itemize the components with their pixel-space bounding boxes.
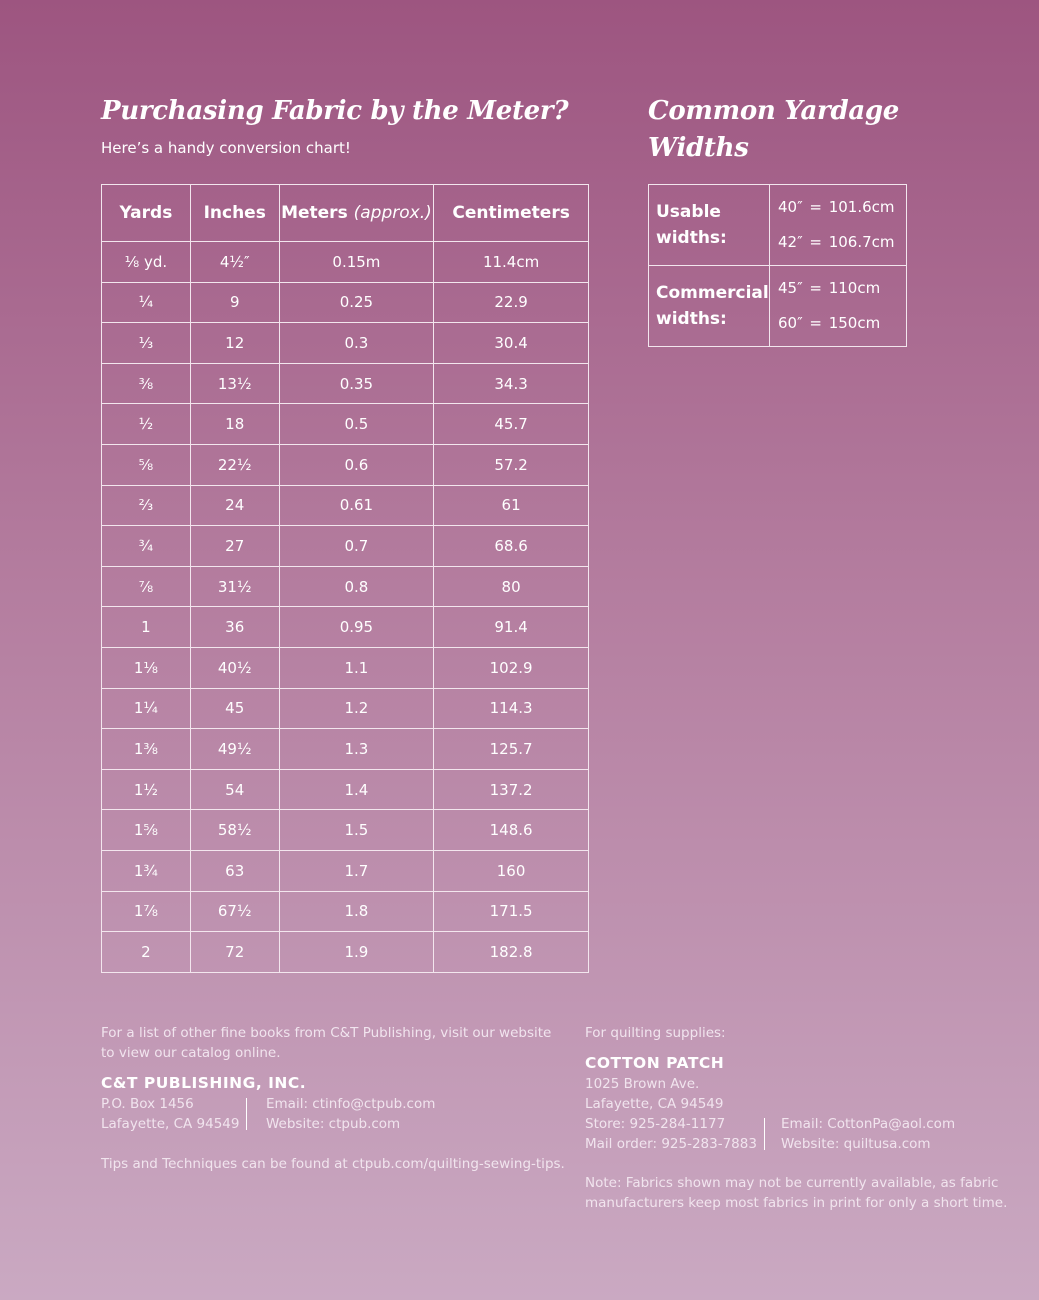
header-meters-note: (approx.) bbox=[353, 203, 432, 223]
meters-cell: 0.6 bbox=[279, 444, 434, 485]
yards-cell: 1¼ bbox=[102, 688, 191, 729]
cp-website-link[interactable]: Website: quiltusa.com bbox=[781, 1136, 931, 1152]
yards-cell: 1¾ bbox=[102, 850, 191, 891]
header-centimeters: Centimeters bbox=[434, 185, 589, 242]
cp-divider bbox=[764, 1118, 765, 1150]
yards-cell: ⅔ bbox=[102, 485, 191, 526]
centimeters-cell: 137.2 bbox=[434, 769, 589, 810]
yards-cell: 1½ bbox=[102, 769, 191, 810]
equals-sign: = bbox=[809, 198, 822, 216]
yards-cell: ⅞ bbox=[102, 566, 191, 607]
yardage-widths-title-line1: Common Yardage bbox=[648, 96, 899, 126]
width-cm: 110cm bbox=[828, 279, 881, 297]
ct-divider bbox=[246, 1098, 247, 1130]
usable-label-line1: Usable bbox=[656, 202, 721, 222]
cp-intro: For quilting supplies: bbox=[585, 1025, 726, 1041]
ct-po-box: P.O. Box 1456 bbox=[101, 1096, 194, 1112]
header-inches: Inches bbox=[190, 185, 279, 242]
width-inch: 45″ bbox=[778, 279, 803, 297]
meters-cell: 0.15m bbox=[279, 242, 434, 283]
table-row bbox=[102, 932, 589, 973]
yards-cell: 1 bbox=[102, 607, 191, 648]
ct-contact bbox=[266, 1094, 435, 1134]
header-meters-label: Meters bbox=[281, 203, 348, 223]
ct-intro-line2: to view our catalog online. bbox=[101, 1045, 281, 1061]
yardage-widths-table bbox=[648, 184, 907, 347]
commercial-label-line1: Commercial bbox=[656, 283, 769, 303]
ct-tips: Tips and Techniques can be found at ctpub.com/quilting-sewing-tips. bbox=[101, 1156, 565, 1172]
ct-email-link[interactable]: Email: ctinfo@ctpub.com bbox=[266, 1096, 436, 1112]
table-row bbox=[102, 323, 589, 364]
inches-cell: 72 bbox=[190, 932, 279, 973]
yards-cell: ½ bbox=[102, 404, 191, 445]
inches-cell: 27 bbox=[190, 526, 279, 567]
centimeters-cell: 91.4 bbox=[434, 607, 589, 648]
centimeters-cell: 68.6 bbox=[434, 526, 589, 567]
commercial-widths-values bbox=[770, 266, 907, 347]
centimeters-cell: 61 bbox=[434, 485, 589, 526]
table-row bbox=[102, 485, 589, 526]
width-cm: 106.7cm bbox=[828, 233, 895, 251]
inches-cell: 12 bbox=[190, 323, 279, 364]
meters-cell: 0.7 bbox=[279, 526, 434, 567]
cp-email-link[interactable]: Email: CottonPa@aol.com bbox=[781, 1116, 956, 1132]
inches-cell: 31½ bbox=[190, 566, 279, 607]
table-row bbox=[102, 850, 589, 891]
centimeters-cell: 160 bbox=[434, 850, 589, 891]
yardage-widths-title bbox=[648, 93, 948, 167]
meters-cell: 0.35 bbox=[279, 363, 434, 404]
fabric-note bbox=[585, 1173, 1007, 1213]
centimeters-cell: 102.9 bbox=[434, 647, 589, 688]
inches-cell: 22½ bbox=[190, 444, 279, 485]
yards-cell: 2 bbox=[102, 932, 191, 973]
table-row bbox=[102, 363, 589, 404]
meters-cell: 1.8 bbox=[279, 891, 434, 932]
yards-cell: ¾ bbox=[102, 526, 191, 567]
centimeters-cell: 125.7 bbox=[434, 729, 589, 770]
inches-cell: 13½ bbox=[190, 363, 279, 404]
yards-cell: 1⅝ bbox=[102, 810, 191, 851]
commercial-label-line2: widths: bbox=[656, 309, 727, 329]
inches-cell: 9 bbox=[190, 282, 279, 323]
centimeters-cell: 171.5 bbox=[434, 891, 589, 932]
equals-sign: = bbox=[809, 233, 822, 251]
table-row bbox=[102, 647, 589, 688]
fabric-note-line2: manufacturers keep most fabrics in print for only a short time. bbox=[585, 1195, 1008, 1211]
table-row bbox=[102, 526, 589, 567]
usable-width-2 bbox=[778, 225, 906, 260]
commercial-width-1 bbox=[778, 271, 906, 306]
table-row bbox=[102, 729, 589, 770]
meters-cell: 1.7 bbox=[279, 850, 434, 891]
table-row bbox=[102, 810, 589, 851]
table-row bbox=[102, 566, 589, 607]
table-header-row bbox=[102, 185, 589, 242]
ct-address bbox=[101, 1094, 240, 1134]
yards-cell: ⅝ bbox=[102, 444, 191, 485]
yards-cell: 1⅜ bbox=[102, 729, 191, 770]
conversion-chart-title: Purchasing Fabric by the Meter? bbox=[101, 96, 569, 126]
conversion-table-body bbox=[102, 242, 589, 973]
width-cm: 101.6cm bbox=[828, 198, 895, 216]
inches-cell: 49½ bbox=[190, 729, 279, 770]
cp-contact bbox=[781, 1114, 955, 1154]
meters-cell: 0.95 bbox=[279, 607, 434, 648]
table-row bbox=[102, 404, 589, 445]
yards-cell: ¼ bbox=[102, 282, 191, 323]
centimeters-cell: 11.4cm bbox=[434, 242, 589, 283]
centimeters-cell: 30.4 bbox=[434, 323, 589, 364]
cp-address bbox=[585, 1074, 757, 1154]
table-row bbox=[102, 282, 589, 323]
cp-street: 1025 Brown Ave. bbox=[585, 1076, 700, 1092]
cp-city: Lafayette, CA 94549 bbox=[585, 1096, 724, 1112]
meters-cell: 0.61 bbox=[279, 485, 434, 526]
commercial-width-2 bbox=[778, 306, 906, 341]
meters-cell: 1.9 bbox=[279, 932, 434, 973]
meters-cell: 0.8 bbox=[279, 566, 434, 607]
equals-sign: = bbox=[809, 279, 822, 297]
centimeters-cell: 22.9 bbox=[434, 282, 589, 323]
fabric-note-line1: Note: Fabrics shown may not be currently available, as fabric bbox=[585, 1175, 999, 1191]
centimeters-cell: 80 bbox=[434, 566, 589, 607]
inches-cell: 40½ bbox=[190, 647, 279, 688]
table-row bbox=[102, 769, 589, 810]
meters-cell: 1.3 bbox=[279, 729, 434, 770]
inches-cell: 18 bbox=[190, 404, 279, 445]
inches-cell: 67½ bbox=[190, 891, 279, 932]
centimeters-cell: 34.3 bbox=[434, 363, 589, 404]
table-row bbox=[102, 688, 589, 729]
yards-cell: ⅛ yd. bbox=[102, 242, 191, 283]
header-meters bbox=[279, 185, 434, 242]
ct-intro-line1: For a list of other fine books from C&T Publishing, visit our website bbox=[101, 1025, 552, 1041]
meters-cell: 1.2 bbox=[279, 688, 434, 729]
meters-cell: 0.5 bbox=[279, 404, 434, 445]
meters-cell: 1.5 bbox=[279, 810, 434, 851]
inches-cell: 63 bbox=[190, 850, 279, 891]
usable-widths-row bbox=[649, 185, 907, 266]
width-inch: 40″ bbox=[778, 198, 803, 216]
width-inch: 42″ bbox=[778, 233, 803, 251]
inches-cell: 58½ bbox=[190, 810, 279, 851]
table-row bbox=[102, 607, 589, 648]
inches-cell: 24 bbox=[190, 485, 279, 526]
commercial-widths-row bbox=[649, 266, 907, 347]
yards-cell: 1⅛ bbox=[102, 647, 191, 688]
usable-label-line2: widths: bbox=[656, 228, 727, 248]
ct-website-link[interactable]: Website: ctpub.com bbox=[266, 1116, 401, 1132]
ct-city: Lafayette, CA 94549 bbox=[101, 1116, 240, 1132]
inches-cell: 4½″ bbox=[190, 242, 279, 283]
yards-cell: 1⅞ bbox=[102, 891, 191, 932]
yards-cell: ⅓ bbox=[102, 323, 191, 364]
inches-cell: 45 bbox=[190, 688, 279, 729]
width-cm: 150cm bbox=[828, 314, 881, 332]
meters-cell: 1.1 bbox=[279, 647, 434, 688]
table-row bbox=[102, 444, 589, 485]
usable-widths-label bbox=[649, 185, 770, 266]
yardage-widths-title-line2: Widths bbox=[648, 133, 749, 163]
conversion-table bbox=[101, 184, 589, 973]
table-row bbox=[102, 242, 589, 283]
inches-cell: 36 bbox=[190, 607, 279, 648]
cp-mail-order-phone: Mail order: 925-283-7883 bbox=[585, 1136, 757, 1152]
width-inch: 60″ bbox=[778, 314, 803, 332]
usable-widths-values bbox=[770, 185, 907, 266]
equals-sign: = bbox=[809, 314, 822, 332]
usable-width-1 bbox=[778, 190, 906, 225]
header-yards: Yards bbox=[102, 185, 191, 242]
yards-cell: ⅜ bbox=[102, 363, 191, 404]
centimeters-cell: 57.2 bbox=[434, 444, 589, 485]
meters-cell: 0.25 bbox=[279, 282, 434, 323]
centimeters-cell: 45.7 bbox=[434, 404, 589, 445]
inches-cell: 54 bbox=[190, 769, 279, 810]
commercial-widths-label bbox=[649, 266, 770, 347]
ct-publisher-name: C&T PUBLISHING, INC. bbox=[101, 1074, 307, 1092]
centimeters-cell: 148.6 bbox=[434, 810, 589, 851]
centimeters-cell: 182.8 bbox=[434, 932, 589, 973]
cp-store-phone: Store: 925-284-1177 bbox=[585, 1116, 726, 1132]
cp-store-name: COTTON PATCH bbox=[585, 1054, 725, 1072]
table-row bbox=[102, 891, 589, 932]
ct-intro bbox=[101, 1023, 551, 1063]
meters-cell: 1.4 bbox=[279, 769, 434, 810]
meters-cell: 0.3 bbox=[279, 323, 434, 364]
conversion-chart-subtitle: Here’s a handy conversion chart! bbox=[101, 139, 351, 157]
centimeters-cell: 114.3 bbox=[434, 688, 589, 729]
